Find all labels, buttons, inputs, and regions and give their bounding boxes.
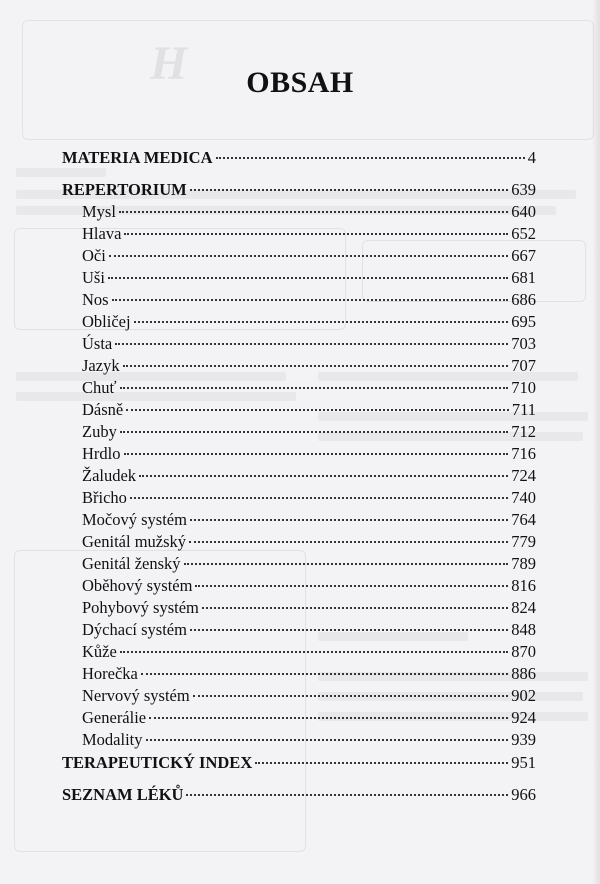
toc-entry-label: Dýchací systém [82, 620, 187, 639]
toc-entry-label: Pohybový systém [82, 598, 199, 617]
toc-leader-dots [184, 563, 509, 565]
toc-entry-label: Žaludek [82, 466, 137, 485]
toc-entry-label: Chuť [82, 378, 117, 397]
toc-entry-page-number: 716 [511, 444, 536, 463]
toc-leader-dots [189, 541, 508, 543]
toc-leader-dots [120, 651, 508, 653]
toc-entry-label: Oči [82, 246, 106, 265]
toc-entry-page-number: 824 [511, 598, 536, 617]
toc-entry-label: Hlava [82, 224, 122, 243]
toc-chapter-entry [82, 487, 536, 509]
toc-leader-dots [120, 387, 509, 389]
toc-chapter-entry [82, 421, 536, 443]
toc-entry-label: Kůže [82, 642, 117, 661]
toc-chapter-entry [82, 267, 536, 289]
toc-leader-dots [126, 409, 509, 411]
toc-leader-dots [141, 673, 508, 675]
toc-section-entry [62, 147, 536, 169]
toc-entry-page-number: 711 [511, 400, 536, 419]
toc-leader-dots [123, 365, 509, 367]
toc-chapter-entry [82, 575, 536, 597]
toc-entry-label: Genitál mužský [82, 532, 187, 551]
toc-leader-dots [115, 343, 508, 345]
toc-section-entry [62, 179, 536, 201]
toc-chapter-entry [82, 289, 536, 311]
toc-entry-page-number: 816 [511, 576, 536, 595]
toc-leader-dots [190, 189, 509, 191]
toc-entry-page-number: 707 [511, 356, 536, 375]
toc-entry-label: Jazyk [82, 356, 120, 375]
toc-chapter-entry [82, 729, 536, 751]
toc-leader-dots [190, 519, 508, 521]
toc-entry-label: Oběhový systém [82, 576, 193, 595]
toc-entry-page-number: 740 [511, 488, 536, 507]
toc-entry-page-number: 710 [511, 378, 536, 397]
toc-entry-page-number: 870 [511, 642, 536, 661]
toc-leader-dots [112, 299, 509, 301]
toc-entry-label: Dásně [82, 400, 124, 419]
toc-leader-dots [124, 453, 509, 455]
toc-entry-label: Obličej [82, 312, 131, 331]
toc-entry-label: TERAPEUTICKÝ INDEX [62, 753, 253, 772]
toc-chapter-entry [82, 641, 536, 663]
toc-leader-dots [108, 277, 508, 279]
toc-chapter-entry [82, 553, 536, 575]
toc-entry-label: Hrdlo [82, 444, 121, 463]
toc-chapter-entry [82, 663, 536, 685]
toc-entry-page-number: 966 [511, 785, 536, 804]
toc-entry-label: Nervový systém [82, 686, 190, 705]
toc-entry-label: Mysl [82, 202, 116, 221]
toc-leader-dots [124, 233, 508, 235]
toc-leader-dots [130, 497, 508, 499]
toc-chapter-entry [82, 465, 536, 487]
toc-entry-page-number: 848 [511, 620, 536, 639]
toc-chapter-entry [82, 685, 536, 707]
toc-entry-page-number: 712 [511, 422, 536, 441]
toc-entry-label: REPERTORIUM [62, 180, 187, 199]
toc-section-entry [62, 784, 536, 806]
toc-entry-page-number: 764 [511, 510, 536, 529]
toc-leader-dots [149, 717, 508, 719]
toc-chapter-entry [82, 201, 536, 223]
toc-chapter-entry [82, 509, 536, 531]
toc-entry-label: Močový systém [82, 510, 187, 529]
toc-entry-page-number: 681 [511, 268, 536, 287]
toc-chapter-entry [82, 245, 536, 267]
toc-chapter-entry [82, 443, 536, 465]
toc-entry-page-number: 951 [511, 753, 536, 772]
toc-entry-page-number: 667 [511, 246, 536, 265]
toc-entry-page-number: 695 [511, 312, 536, 331]
toc-chapter-entry [82, 223, 536, 245]
show-through-background: H [0, 0, 600, 884]
toc-chapter-entry [82, 311, 536, 333]
toc-entry-label: Modality [82, 730, 143, 749]
toc-chapter-entry [82, 597, 536, 619]
toc-chapter-entry [82, 377, 536, 399]
toc-entry-page-number: 640 [511, 202, 536, 221]
toc-entry-page-number: 686 [511, 290, 536, 309]
toc-leader-dots [120, 431, 508, 433]
toc-entry-page-number: 652 [511, 224, 536, 243]
toc-leader-dots [186, 794, 508, 796]
toc-leader-dots [139, 475, 508, 477]
toc-entry-page-number: 939 [511, 730, 536, 749]
toc-leader-dots [119, 211, 508, 213]
toc-entry-label: Břicho [82, 488, 127, 507]
toc-entry-label: MATERIA MEDICA [62, 148, 213, 167]
toc-entry-label: Horečka [82, 664, 138, 683]
toc-entry-page-number: 789 [511, 554, 536, 573]
toc-entry-page-number: 779 [511, 532, 536, 551]
toc-entry-label: Generálie [82, 708, 147, 727]
toc-chapter-entry [82, 399, 536, 421]
toc-leader-dots [202, 607, 508, 609]
toc-leader-dots [195, 585, 508, 587]
toc-entry-label: SEZNAM LÉKŮ [62, 785, 184, 804]
toc-entry-page-number: 924 [511, 708, 536, 727]
toc-entry-page-number: 703 [511, 334, 536, 353]
toc-entry-page-number: 4 [527, 148, 536, 167]
toc-entry-page-number: 886 [511, 664, 536, 683]
toc-entry-label: Zuby [82, 422, 117, 441]
toc-leader-dots [216, 157, 525, 159]
toc-chapter-entry [82, 707, 536, 729]
toc-chapter-entry [82, 333, 536, 355]
toc-entry-label: Nos [82, 290, 109, 309]
toc-entry-page-number: 639 [511, 180, 536, 199]
toc-section-entry [62, 752, 536, 774]
toc-leader-dots [146, 739, 509, 741]
toc-entry-label: Ústa [82, 334, 113, 353]
toc-leader-dots [109, 255, 508, 257]
toc-entry-label: Genitál ženský [82, 554, 181, 573]
toc-entry-page-number: 902 [511, 686, 536, 705]
toc-entry-label: Uši [82, 268, 105, 287]
page-title: OBSAH [246, 66, 354, 99]
toc-leader-dots [193, 695, 509, 697]
toc-leader-dots [190, 629, 508, 631]
toc-entry-page-number: 724 [511, 466, 536, 485]
toc-chapter-entry [82, 619, 536, 641]
toc-leader-dots [255, 762, 508, 764]
toc-chapter-entry [82, 531, 536, 553]
toc-chapter-entry [82, 355, 536, 377]
toc-leader-dots [134, 321, 509, 323]
